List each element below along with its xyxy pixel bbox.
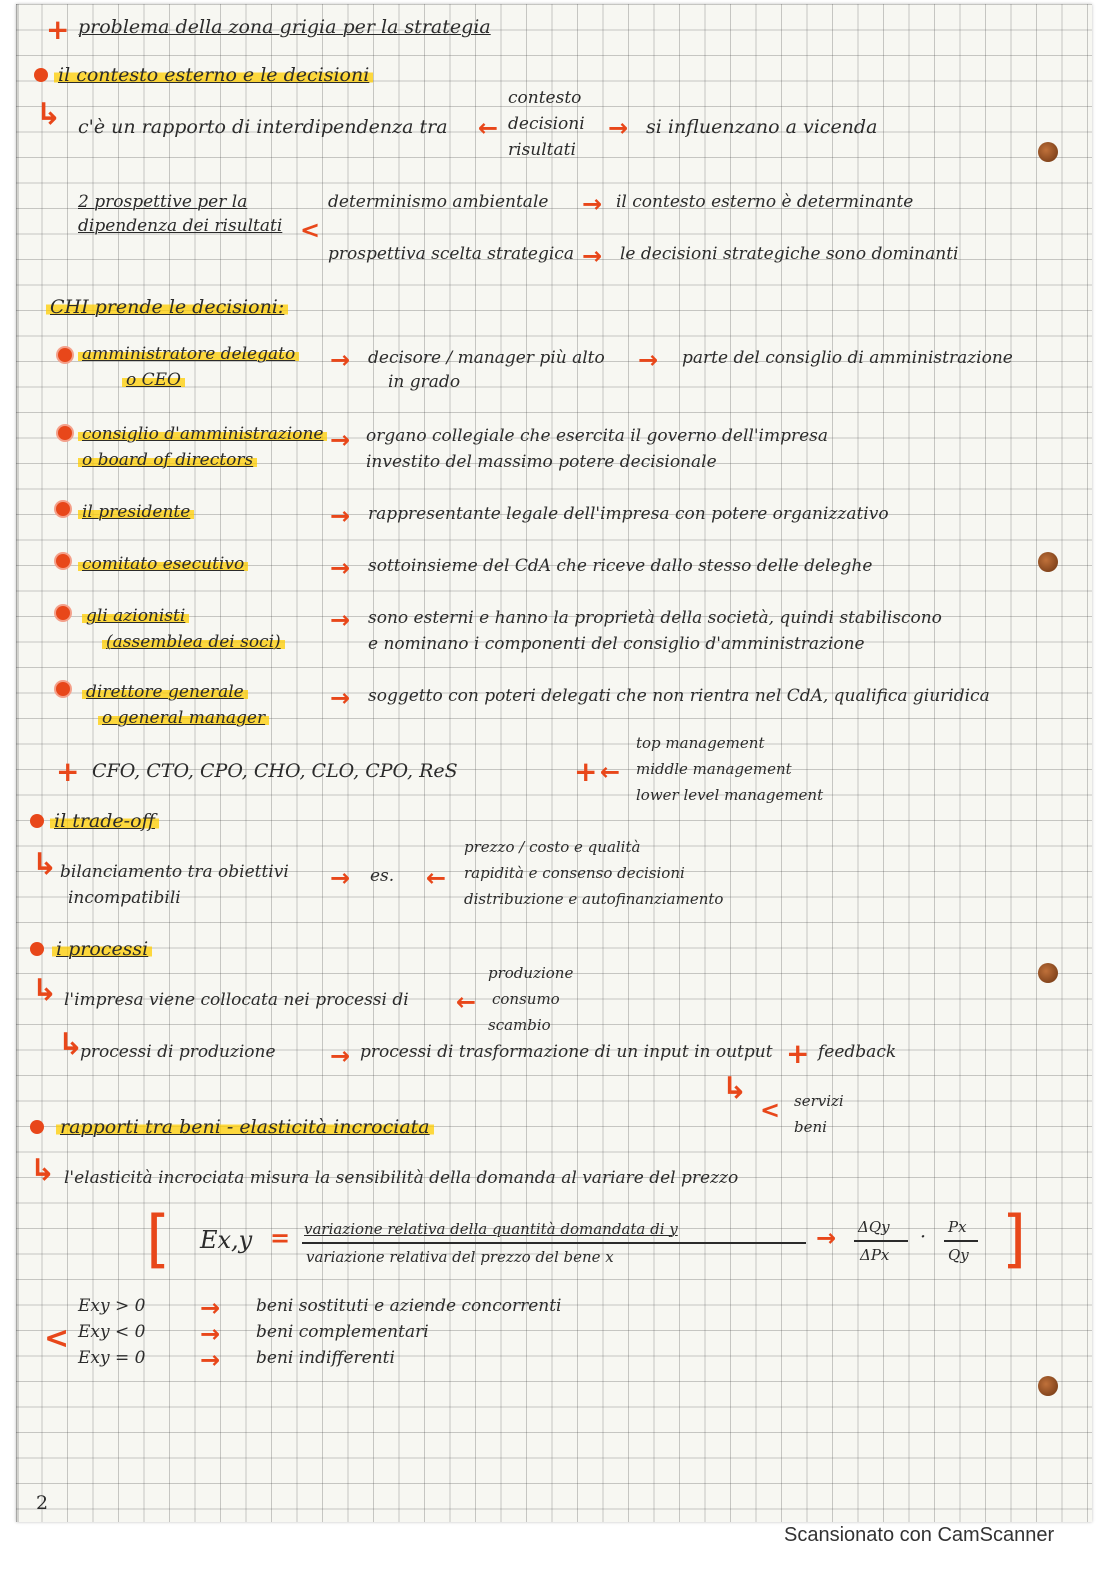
arrow-left-icon: <: [760, 1096, 781, 1124]
bullet-icon: [30, 1120, 44, 1134]
note-line: organo collegiale che esercita il governo dell'impresa: [366, 426, 828, 446]
list-item: middle management: [636, 760, 792, 778]
arrow-right-icon: →: [330, 684, 351, 712]
section-heading: il trade-off: [50, 812, 159, 831]
note-line: il contesto esterno è determinante: [616, 192, 914, 212]
arrow-right-icon: →: [330, 502, 351, 530]
note-line: sottoinsieme del CdA che riceve dallo stesso delle deleghe: [368, 556, 873, 576]
note-line: feedback: [818, 1042, 897, 1062]
case-condition: Exy < 0: [78, 1322, 146, 1342]
formula-numerator: Px: [948, 1218, 967, 1236]
note-line: sono esterni e hanno la proprietà della società, quindi stabiliscono: [368, 608, 942, 628]
plus-icon: +: [786, 1037, 810, 1070]
note-line: l'impresa viene collocata nei processi di: [64, 990, 409, 1010]
fraction-line: [302, 1242, 806, 1244]
role-name: gli azionisti: [82, 608, 189, 625]
formula-numerator: ΔQy: [858, 1218, 890, 1236]
role-name: (assemblea dei soci): [102, 634, 285, 651]
arrow-right-icon: →: [608, 114, 629, 142]
section-heading: il contesto esterno e le decisioni: [54, 66, 373, 85]
role-name: o CEO: [122, 372, 185, 389]
fraction-line: [854, 1240, 908, 1242]
formula-denominator: variazione relativa del prezzo del bene x: [306, 1248, 614, 1266]
note-line: determinismo ambientale: [328, 192, 549, 212]
arrow-right-icon: →: [638, 346, 659, 374]
arrow-right-icon: →: [330, 864, 351, 892]
list-item: beni: [794, 1118, 827, 1136]
bullet-icon: [56, 554, 70, 568]
role-name: consiglio d'amministrazione: [78, 426, 327, 443]
list-item: servizi: [794, 1092, 844, 1110]
arrow-left-icon: ←: [456, 988, 477, 1016]
note-line: dipendenza dei risultati: [78, 216, 283, 236]
arrow-right-icon: →: [330, 1042, 351, 1070]
list-item: consumo: [492, 990, 560, 1008]
list-item: decisioni: [508, 114, 585, 134]
formula-denominator: ΔPx: [860, 1246, 890, 1264]
note-line: 2 prospettive per la: [78, 192, 248, 212]
arrow-right-icon: →: [200, 1294, 221, 1322]
note-line: l'elasticità incrociata misura la sensibilità della domanda al variare del prezzo: [64, 1168, 739, 1188]
section-heading: rapporti tra beni - elasticità incrociata: [56, 1118, 434, 1137]
formula-denominator: Qy: [948, 1246, 969, 1264]
role-name: amministratore delegato: [78, 346, 299, 363]
note-line: problema della zona grigia per la strategia: [78, 16, 491, 38]
list-item: prezzo / costo e qualità: [464, 838, 641, 856]
list-item: contesto: [508, 88, 582, 108]
note-line: bilanciamento tra obiettivi: [60, 862, 289, 882]
formula-symbol: Ex,y: [200, 1226, 253, 1254]
bullet-icon: [30, 814, 44, 828]
note-line: in grado: [388, 372, 461, 392]
page-number: 2: [36, 1492, 49, 1514]
list-item: lower level management: [636, 786, 824, 804]
case-condition: Exy > 0: [78, 1296, 146, 1316]
arrow-right-icon: →: [330, 346, 351, 374]
scanner-watermark: Scansionato con CamScanner: [784, 1524, 1055, 1546]
arrow-right-icon: →: [582, 190, 603, 218]
case-result: beni sostituti e aziende concorrenti: [256, 1296, 562, 1316]
note-line: rappresentante legale dell'impresa con potere organizzativo: [368, 504, 889, 524]
arrow-right-icon: →: [330, 606, 351, 634]
formula-dot: ·: [920, 1226, 927, 1248]
arrow-hook-icon: ↳: [32, 973, 58, 1008]
plus-icon: +: [574, 755, 598, 788]
note-line: decisore / manager più alto: [368, 348, 605, 368]
arrow-hook-icon: ↳: [36, 97, 62, 132]
arrow-hook-icon: ↳: [32, 847, 58, 882]
arrow-hook-icon: ↳: [30, 1153, 56, 1188]
list-item: produzione: [488, 964, 574, 982]
note-line: CFO, CTO, CPO, CHO, CLO, CPO, ReS: [92, 760, 458, 782]
note-line: soggetto con poteri delegati che non rientra nel CdA, qualifica giuridica: [368, 686, 990, 706]
note-line: le decisioni strategiche sono dominanti: [620, 244, 959, 264]
bullet-icon: [58, 348, 72, 362]
notebook-page: [16, 4, 1092, 1522]
note-line: processi di trasformazione di un input in output: [360, 1042, 773, 1062]
bracket-right-icon: ]: [1002, 1202, 1027, 1275]
arrow-left-icon: <: [300, 216, 321, 244]
formula-numerator: variazione relativa della quantità domandata di y: [304, 1220, 678, 1238]
arrow-left-icon: ←: [478, 114, 499, 142]
note-line: processi di produzione: [80, 1042, 276, 1062]
bullet-icon: [34, 68, 48, 82]
bullet-icon: [58, 426, 72, 440]
arrow-right-icon: →: [200, 1346, 221, 1374]
arrow-left-icon: ←: [426, 864, 447, 892]
arrow-right-icon: →: [330, 554, 351, 582]
bullet-icon: [56, 606, 70, 620]
note-line: es.: [370, 866, 395, 886]
section-heading: CHI prende le decisioni:: [46, 298, 288, 317]
bracket-left-icon: [: [146, 1202, 171, 1275]
note-line: incompatibili: [68, 888, 181, 908]
role-name: il presidente: [78, 504, 194, 521]
note-line: e nominano i componenti del consiglio d'amministrazione: [368, 634, 865, 654]
role-name: comitato esecutivo: [78, 556, 248, 573]
arrow-right-icon: →: [330, 426, 351, 454]
note-line: parte del consiglio di amministrazione: [682, 348, 1013, 368]
case-result: beni indifferenti: [256, 1348, 395, 1368]
list-item: rapidità e consenso decisioni: [464, 864, 685, 882]
fraction-line: [944, 1240, 978, 1242]
arrow-hook-icon: ↳: [58, 1027, 84, 1062]
binder-hole: [1038, 1376, 1058, 1396]
case-result: beni complementari: [256, 1322, 429, 1342]
binder-hole: [1038, 142, 1058, 162]
note-line: c'è un rapporto di interdipendenza tra: [78, 116, 448, 138]
binder-hole: [1038, 963, 1058, 983]
list-item: scambio: [488, 1016, 551, 1034]
arrow-hook-icon: ↳: [722, 1071, 748, 1106]
note-line: si influenzano a vicenda: [646, 116, 878, 138]
bullet-icon: [56, 682, 70, 696]
case-condition: Exy = 0: [78, 1348, 146, 1368]
arrow-right-icon: →: [582, 242, 603, 270]
plus-icon: +: [56, 755, 80, 788]
plus-icon: +: [46, 13, 70, 46]
binder-hole: [1038, 552, 1058, 572]
role-name: direttore generale: [82, 684, 248, 701]
arrow-right-icon: →: [816, 1224, 837, 1252]
role-name: o board of directors: [78, 452, 257, 469]
role-name: o general manager: [98, 710, 269, 727]
arrow-left-icon: ←: [600, 758, 621, 786]
bullet-icon: [30, 942, 44, 956]
section-heading: i processi: [52, 940, 152, 959]
formula-equals: =: [270, 1224, 291, 1252]
list-item: distribuzione e autofinanziamento: [464, 890, 724, 908]
page-edge: [16, 4, 19, 1522]
bullet-icon: [56, 502, 70, 516]
list-item: risultati: [508, 140, 576, 160]
note-line: investito del massimo potere decisionale: [366, 452, 717, 472]
arrow-left-icon: <: [44, 1321, 70, 1356]
list-item: top management: [636, 734, 765, 752]
note-line: prospettiva scelta strategica: [328, 244, 574, 264]
arrow-right-icon: →: [200, 1320, 221, 1348]
